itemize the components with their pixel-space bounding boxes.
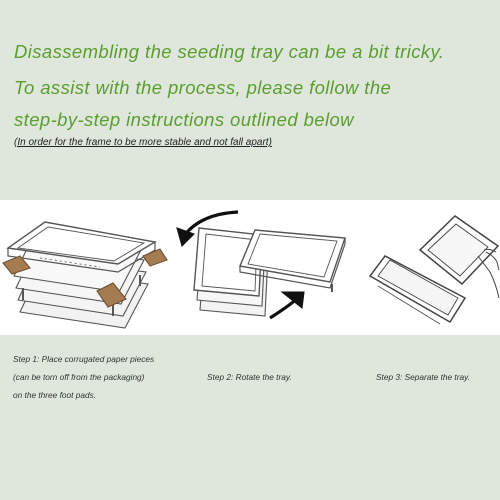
stability-note: (In order for the frame to be more stable and not fall apart): [14, 137, 272, 148]
instructions-header: [0, 0, 500, 200]
separating-hands-icon: [370, 216, 499, 324]
step-1-caption: [13, 350, 154, 404]
step-2-caption: [207, 368, 292, 386]
step-2-line-1: Step 2: Rotate the tray.: [207, 372, 292, 382]
illustration-panel: [0, 200, 500, 335]
step-1-line-2: (can be torn off from the packaging): [13, 372, 145, 382]
rotate-tray-arrows-icon: [177, 212, 345, 318]
step-3-caption: [376, 368, 470, 386]
headline-line-2: To assist with the process, please follow the: [14, 77, 392, 98]
step-1-line-1: Step 1: Place corrugated paper pieces: [13, 354, 155, 364]
headline-line-3: step-by-step instructions outlined below: [14, 109, 354, 130]
stacked-trays-with-cardboard-icon: [3, 222, 167, 328]
illustration-strip: [0, 200, 500, 335]
step-3-line-1: Step 3: Separate the tray.: [376, 372, 470, 382]
step-1-line-3: on the three foot pads.: [13, 390, 97, 400]
headline-line-1: Disassembling the seeding tray can be a bit tricky.: [14, 41, 445, 62]
